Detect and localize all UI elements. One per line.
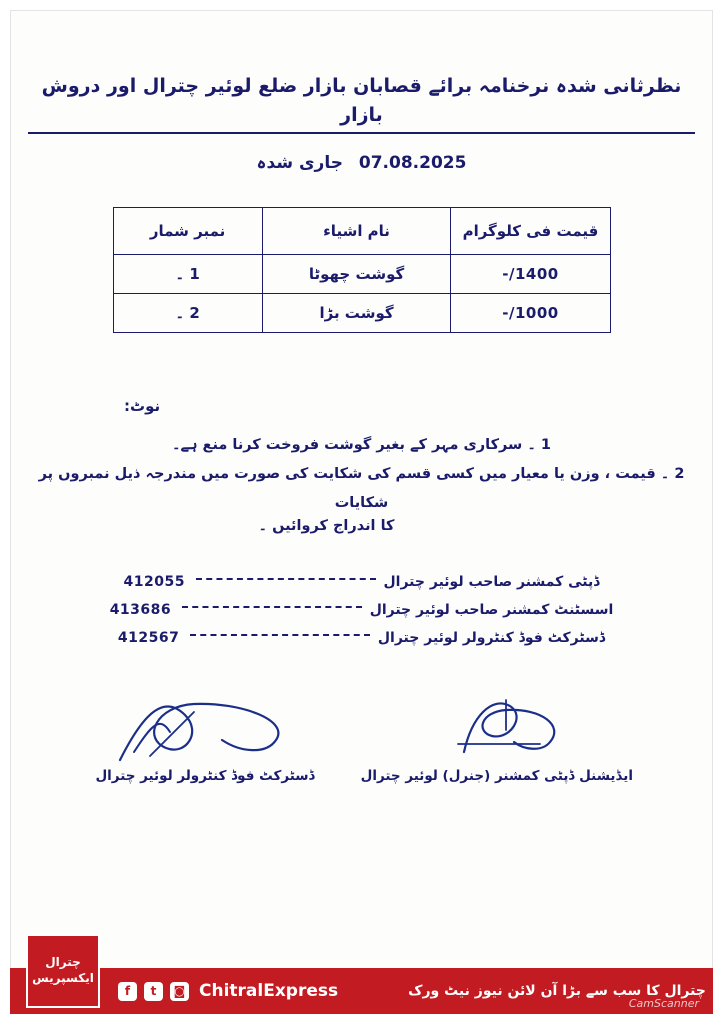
contact-row [28,574,695,590]
table-row [113,255,610,294]
footer-bar [10,955,713,1014]
signature-block-food-controller [80,690,330,784]
column-header-price: قیمت فی کلوگرام [451,208,610,255]
rates-table [113,207,611,333]
issued-line [28,152,695,173]
signature-mark-icon [403,690,633,768]
title-container [28,72,695,134]
contact-row [28,602,695,618]
table-row [113,294,610,333]
dotted-leader [190,633,370,636]
signature-mark-icon [80,690,330,768]
cell-serial: 2 ۔ [113,294,262,333]
contacts-list [28,574,695,646]
camscanner-watermark: CamScanner [628,997,699,1010]
dotted-leader [182,605,362,608]
signature-caption: ڈسٹرکٹ فوڈ کنٹرولر لوئیر چترال [95,768,315,784]
cell-serial: 1 ۔ [113,255,262,294]
footer-tagline: چترال کا سب سے بڑا آن لائن نیوز نیٹ ورک [408,983,706,999]
rates-table-container [113,207,611,333]
signature-caption: ایڈیشنل ڈپٹی کمشنر (جنرل) لوئیر چترال [360,768,633,784]
dotted-leader [196,577,376,580]
note-continuation: کا اندراج کروائیں ۔ [258,518,395,534]
cell-item: گوشت بڑا [262,294,451,333]
notes-heading: نوٹ: [124,397,161,415]
note-item: 1 ۔ سرکاری مہر کے بغیر گوشت فروخت کرنا منع ہے۔ [172,437,551,453]
social-icons [118,982,189,1001]
contact-row [28,630,695,646]
social-handle[interactable]: ChitralExpress [199,981,339,1001]
table-header-row [113,208,610,255]
cell-price: 1400/- [451,255,610,294]
contact-number: 413686 [109,602,172,618]
signatures-area [28,690,695,820]
contact-number: 412055 [123,574,185,590]
instagram-icon[interactable]: ◙ [170,982,189,1001]
contact-label: ڈپٹی کمشنر صاحب لوئیر چترال [383,574,600,590]
chitral-express-logo: چترال ایکسپریس [26,934,100,1008]
document-body [28,30,695,934]
contact-label: اسسٹنٹ کمشنر صاحب لوئیر چترال [369,602,614,618]
column-header-item: نام اشیاء [262,208,451,255]
note-item: 2 ۔ قیمت ، وزن یا معیار میں کسی قسم کی شکایت کی صورت میں مندرجہ ذیل نمبروں پر شکایات [38,466,685,511]
signature-block-adc-general [360,690,633,784]
contact-number: 412567 [117,630,180,646]
facebook-icon[interactable]: f [118,982,137,1001]
issued-date: 07.08.2025 [358,153,467,173]
cell-item: گوشت چھوٹا [262,255,451,294]
issued-label: جاری شدہ [256,153,343,173]
notes-list [28,431,695,534]
contact-label: ڈسٹرکٹ فوڈ کنٹرولر لوئیر چترال [377,630,606,646]
page-title: نظرثانی شدہ نرخنامہ برائے قصابان بازار ضلع لوئیر چترال اور دروش بازار [28,72,695,134]
column-header-serial: نمبر شمار [113,208,262,255]
cell-price: 1000/- [451,294,610,333]
twitter-icon[interactable]: t [144,982,163,1001]
